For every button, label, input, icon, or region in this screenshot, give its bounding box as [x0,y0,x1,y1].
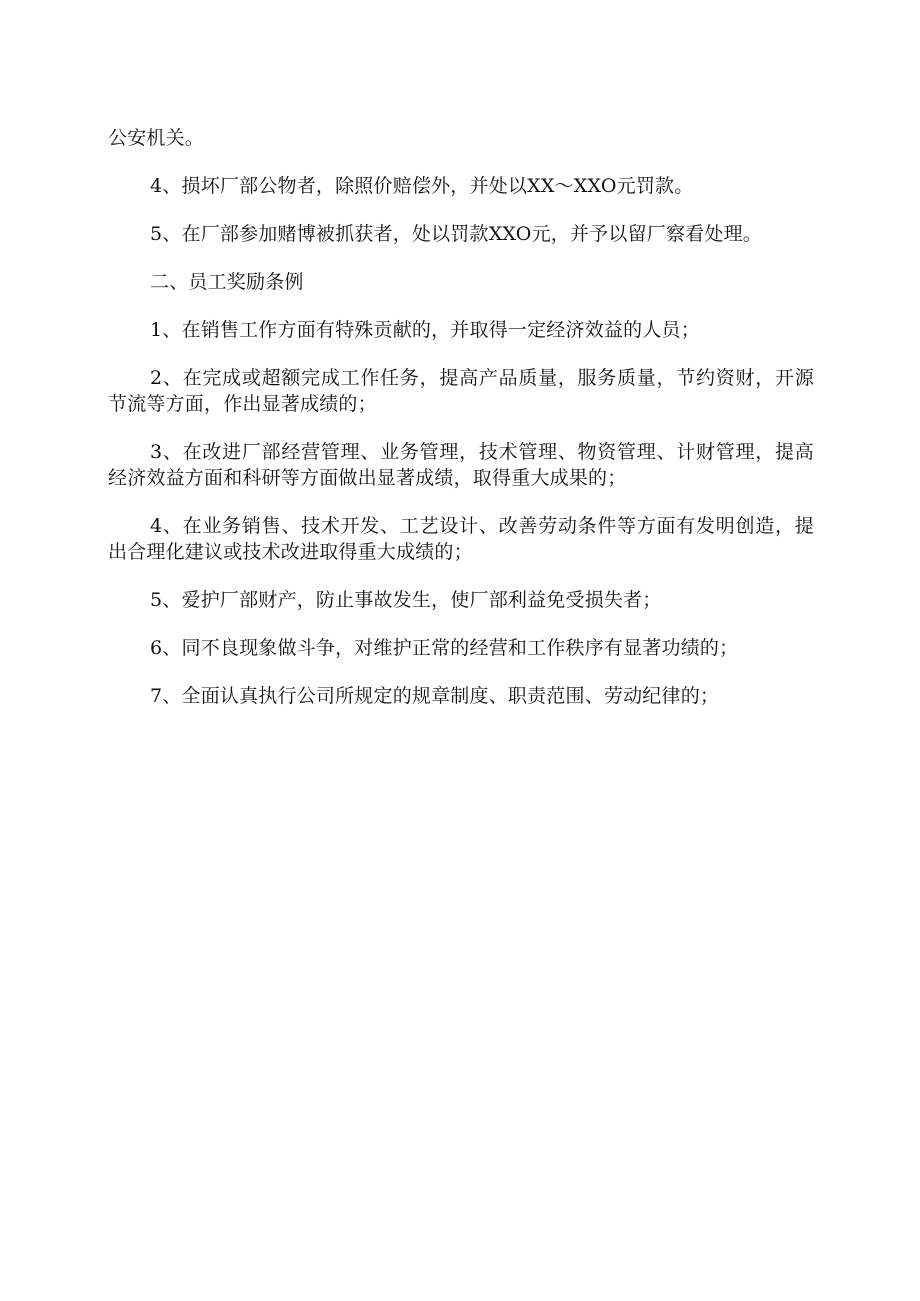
reward-item-6: 6、同不良现象做斗争，对维护正常的经营和工作秩序有显著功绩的； [150,637,739,659]
reward-item-3: 3、在改进厂部经营管理、业务管理，技术管理、物资管理、计财管理，提高经济效益方面和科研等方面做出显著成绩，取得重大成果的； [108,441,814,489]
reward-item-4: 4、在业务销售、技术开发、工艺设计、改善劳动条件等方面有发明创造，提出合理化建议或技术改进取得重大成绩的； [108,515,814,563]
reward-item-1: 1、在销售工作方面有特殊贡献的，并取得一定经济效益的人员； [150,319,700,341]
document-body [108,125,814,729]
continued-paragraph: 公安机关。 [108,127,205,149]
penalty-item-5: 5、在厂部参加赌博被抓获者，处以罚款XXO元，并予以留厂察看处理。 [150,223,762,245]
reward-item-2: 2、在完成或超额完成工作任务，提高产品质量，服务质量，节约资财，开源节流等方面，作出显著成绩的； [108,367,814,415]
penalty-item-4: 4、损坏厂部公物者，除照价赔偿外，并处以XX～XXO元罚款。 [150,175,694,197]
reward-item-5: 5、爱护厂部财产，防止事故发生，使厂部利益免受损失者； [150,589,662,611]
reward-item-7: 7、全面认真执行公司所规定的规章制度、职责范围、劳动纪律的； [150,685,720,707]
section-heading-employee-rewards: 二、员工奖励条例 [150,271,304,293]
